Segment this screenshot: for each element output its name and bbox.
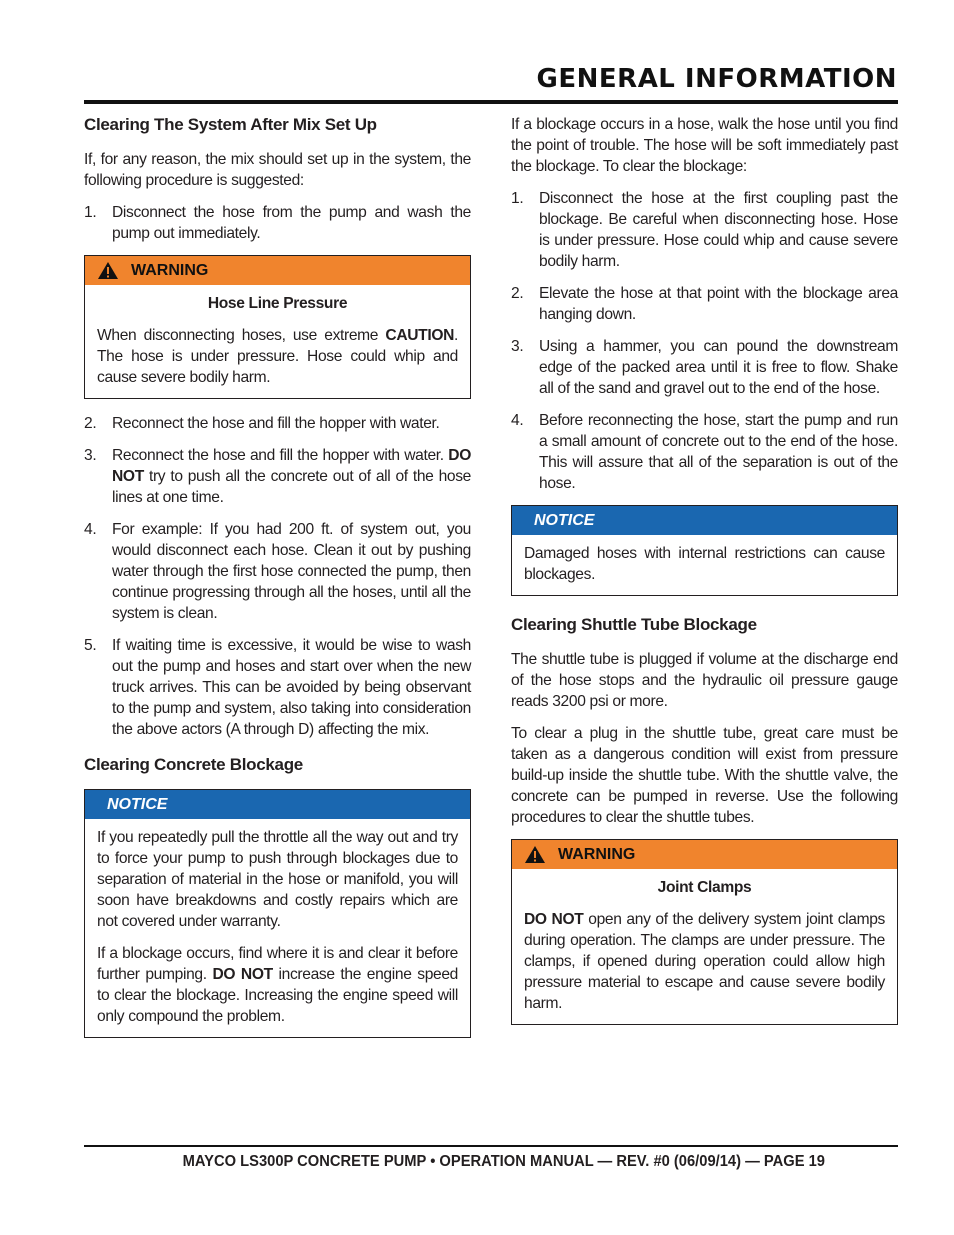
section-heading-shuttle-tube: Clearing Shuttle Tube Blockage [511,615,757,634]
notice-text-end: increase the engine speed to clear the blockage. Increasing the engine speed will only compound the problem. [97,966,458,1025]
step-number: 5. [84,637,97,654]
warning-body [85,285,470,398]
step-text: Reconnect the hose and fill the hopper with water. [112,415,440,432]
list-item [511,336,898,399]
step-number: 1. [511,190,524,207]
step-number: 2. [511,285,524,302]
blockage-procedure-list [511,188,898,494]
list-item [511,410,898,494]
do-not-emphasis: DO NOT [112,447,471,485]
step-text: For example: If you had 200 ft. of system out, you would disconnect each hose. Clean it out by pushing water through the first hose connected the pump, then continue progressing through all the hoses, until all the system is clean. [112,521,471,622]
step-number: 3. [84,447,97,464]
notice-text-start: If a blockage occurs, find where it is and clear it before further pumping. [97,945,458,983]
list-item [84,202,471,244]
intro-paragraph: If a blockage occurs in a hose, walk the hose until you find the point of trouble. The hose will be soft immediately past the blockage. To clear the blockage: [511,116,898,175]
do-not-emphasis: DO NOT [212,966,273,983]
step-number: 2. [84,415,97,432]
step-text: Elevate the hose at that point with the blockage area hanging down. [539,285,898,323]
notice-paragraph: If you repeatedly pull the throttle all the way out and try to force your pump to push through blockages due to separation of material in the hose or manifold, you will soon have breakdowns and costly repairs which are not covered under warranty. [97,829,458,930]
procedure-list [84,202,471,244]
warning-text [524,909,885,1014]
step-text-start: Reconnect the hose and fill the hopper with water. [112,447,449,464]
step-text: Disconnect the hose from the pump and wash the pump out immediately. [112,204,471,242]
notice-header: NOTICE [85,790,470,819]
warning-subtitle: Joint Clamps [657,879,752,896]
warning-box-hose-pressure [84,255,471,399]
list-item [84,635,471,740]
page-title: GENERAL INFORMATION [536,64,897,94]
left-column [84,114,471,1052]
caution-emphasis: CAUTION [385,327,455,344]
warning-text [97,325,458,388]
intro-paragraph: If, for any reason, the mix should set up in the system, the following procedure is suggested: [84,151,471,189]
warning-label: WARNING [131,262,209,279]
notice-paragraph [97,943,458,1027]
footer-rule [84,1145,898,1147]
list-item [84,413,471,434]
section-heading-system-set-up: Clearing The System After Mix Set Up [84,115,377,134]
warning-text-start: When disconnecting hoses, use extreme [97,327,386,344]
warning-label: WARNING [558,846,636,863]
warning-box-joint-clamps [511,839,898,1025]
page-footer: MAYCO LS300P CONCRETE PUMP • OPERATION MANUAL — REV. #0 (06/09/14) — PAGE 19 [182,1153,825,1170]
section-heading-concrete-blockage: Clearing Concrete Blockage [84,755,303,774]
warning-header [85,256,470,285]
warning-header [512,840,897,869]
step-text: If waiting time is excessive, it would be wise to wash out the pump and hoses and start over when the new truck arrives. This can be avoided by being observant to the pump and system, also taking into consideration the above actors (A through D) affecting the mix. [112,637,471,738]
procedure-list-continued [84,413,471,740]
warning-triangle-icon [97,261,119,280]
step-number: 1. [84,204,97,221]
list-item [511,283,898,325]
right-column [511,114,898,1039]
list-item [511,188,898,272]
notice-body [512,535,897,595]
step-text: Using a hammer, you can pound the downstream edge of the packed area until it is free to flow. Shake all of the sand and gravel out to the end of the hose. [539,338,898,397]
notice-box-throttle [84,789,471,1038]
step-text [112,447,471,506]
header-rule [84,100,898,104]
warning-body [512,869,897,1024]
notice-body [85,819,470,1037]
warning-triangle-icon [524,845,546,864]
body-paragraph: To clear a plug in the shuttle tube, great care must be taken as a dangerous condition will exist from pressure build-up inside the shuttle tube. With the shuttle valve, the concrete can be pumped in reverse. Use the following procedures to clear the shuttle tubes. [511,725,898,826]
list-item [84,445,471,508]
step-number: 3. [511,338,524,355]
list-item [84,519,471,624]
step-text-end: try to push all the concrete out of all of the hose lines at one time. [112,468,471,506]
warning-text-end: . The hose is under pressure. Hose could whip and cause severe bodily harm. [97,327,458,386]
notice-paragraph: Damaged hoses with internal restrictions can cause blockages. [524,545,885,583]
step-text: Disconnect the hose at the first coupling past the blockage. Be careful when disconnecting hose. Hose is under pressure. Hose could whip and cause severe bodily harm. [539,190,898,270]
step-text: Before reconnecting the hose, start the pump and run a small amount of concrete out to the end of the hose. This will assure that all of the separation is out of the hose. [539,412,898,492]
body-paragraph: The shuttle tube is plugged if volume at the discharge end of the hose stops and the hydraulic oil pressure gauge reads 3200 psi or more. [511,651,898,710]
warning-text-end: open any of the delivery system joint clamps during operation. The clamps are under pressure. The clamps, if opened during operation could allow high pressure material to escape and cause severe bodily harm. [524,911,885,1012]
notice-header: NOTICE [512,506,897,535]
notice-box-damaged-hoses [511,505,898,596]
step-number: 4. [84,521,97,538]
do-not-emphasis: DO NOT [524,911,584,928]
step-number: 4. [511,412,524,429]
warning-subtitle: Hose Line Pressure [207,295,348,312]
